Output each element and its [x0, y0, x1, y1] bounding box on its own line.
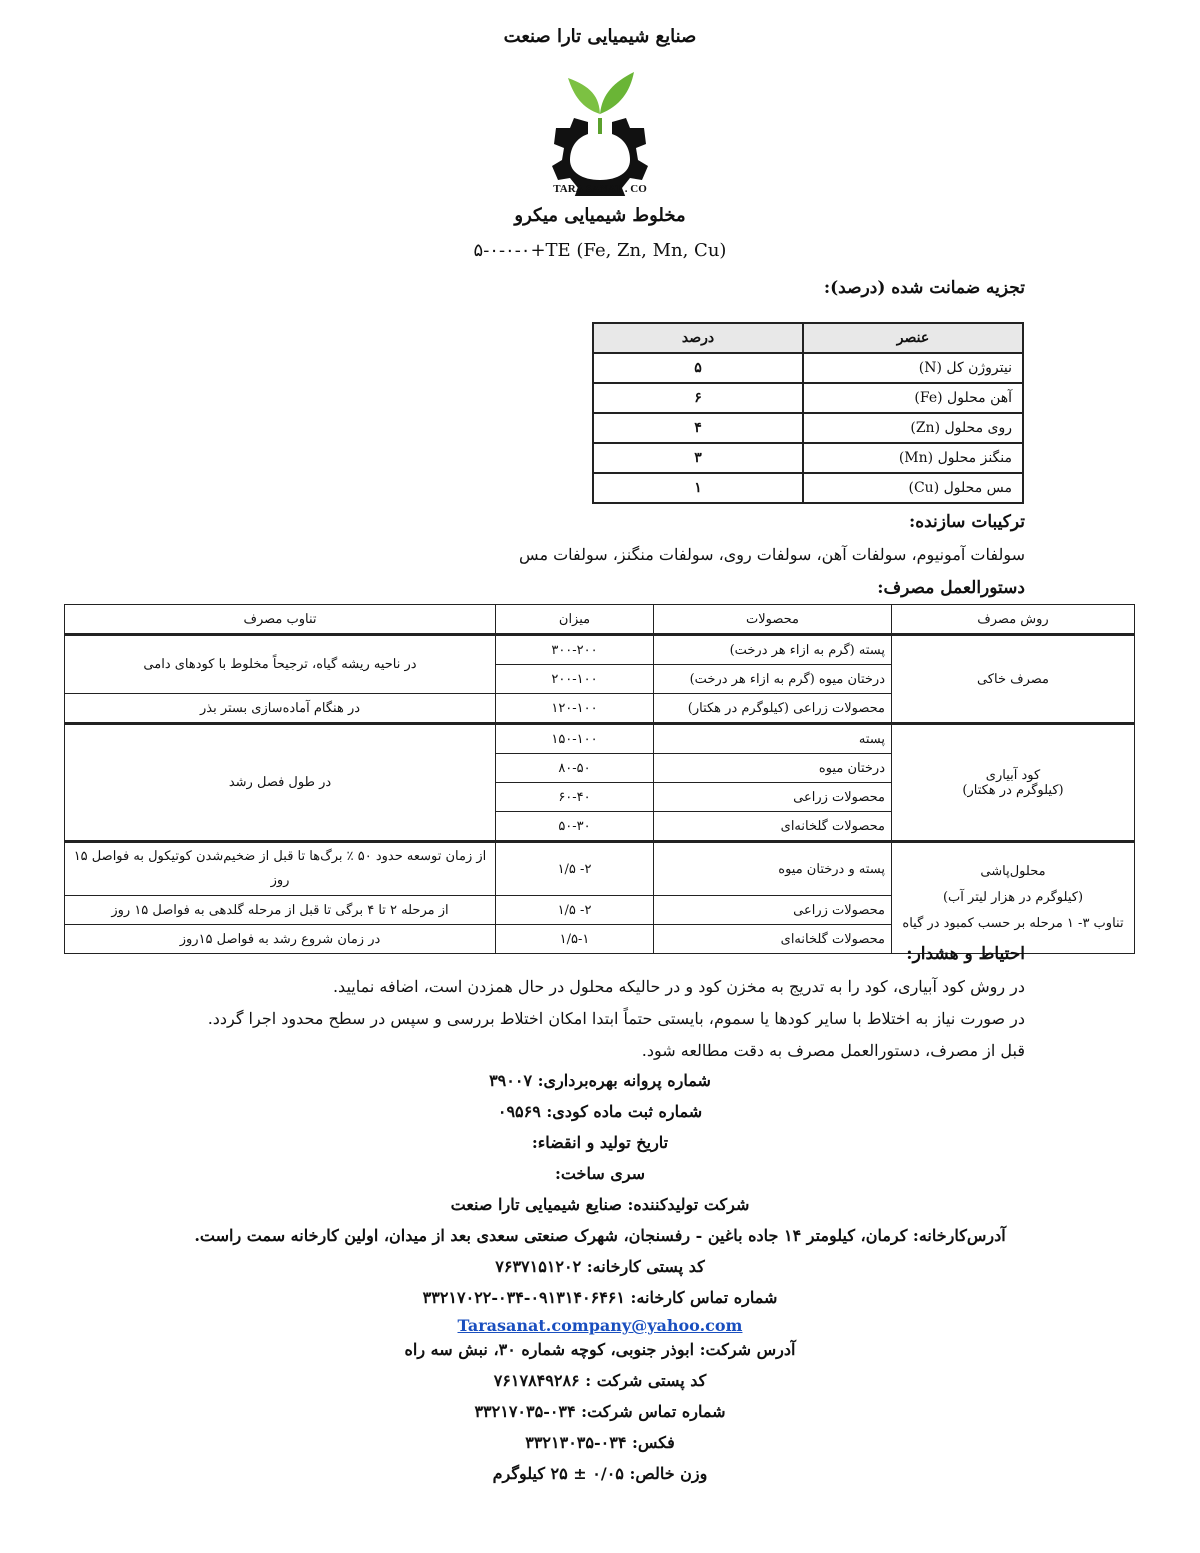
producer: شرکت تولیدکننده: صنایع شیمیایی تارا صنعت — [450, 1195, 750, 1214]
product-cell: درختان میوه (گرم به ازاء هر درخت) — [654, 665, 892, 694]
product-cell: محصولات زراعی (کیلوگرم در هکتار) — [654, 694, 892, 724]
frequency-cell: در ناحیه ریشه گیاه، ترجیحاً مخلوط با کودهای دامی — [65, 635, 496, 694]
company-postal-code: کد پستی شرکت : ۷۶۱۷۸۴۹۲۸۶ — [493, 1371, 707, 1390]
analysis-header-row — [593, 323, 1023, 353]
product-cell: محصولات گلخانه‌ای — [654, 925, 892, 954]
factory-phone: شماره تماس کارخانه: ۰۹۱۳۱۴۰۶۴۶۱-۰۳۴-۳۳۲۱۷۰۲۲ — [422, 1288, 778, 1307]
table-row — [65, 635, 1135, 665]
method-fertigation — [892, 724, 1135, 842]
analysis-heading: تجزیه ضمانت شده (درصد): — [823, 278, 1025, 298]
license-number: شماره پروانه بهره‌برداری: ۳۹۰۰۷ — [489, 1071, 711, 1090]
frequency-cell: از مرحله ۲ تا ۴ برگی تا قبل از مرحله گلدهی به فواصل ۱۵ روز — [65, 896, 496, 925]
frequency-cell: در هنگام آماده‌سازی بستر بذر — [65, 694, 496, 724]
amount-cell: ۸۰-۵۰ — [496, 754, 654, 783]
element-cell: نیتروژن کل (N) — [803, 353, 1023, 383]
usage-col-method: روش مصرف — [892, 605, 1135, 635]
company-address: آدرس شرکت: ابوذر جنوبی، کوچه شماره ۳۰، نبش سه راه — [404, 1340, 796, 1359]
factory-address: آدرس‌کارخانه: کرمان، کیلومتر ۱۴ جاده باغین - رفسنجان، شهرک صنعتی سعدی بعد از میدان، اولین کارخانه سمت راست. — [194, 1226, 1006, 1245]
frequency-cell: در زمان شروع رشد به فواصل ۱۵روز — [65, 925, 496, 954]
product-code: ۵-۰-۰-۰+TE (Fe, Zn, Mn, Cu) — [473, 240, 727, 261]
amount-cell: ۱۵۰-۱۰۰ — [496, 724, 654, 754]
product-cell: محصولات زراعی — [654, 896, 892, 925]
company-name: صنایع شیمیایی تارا صنعت — [503, 26, 697, 47]
element-cell: مس محلول (Cu) — [803, 473, 1023, 503]
logo-text: TARA SANAT . CO — [553, 183, 647, 195]
warning-line: در صورت نیاز به اختلاط با سایر کودها یا سموم، بایستی حتماً ابتدا امکان اختلاط بررسی و سپس در سطح محدود اجرا گردد. — [207, 1009, 1025, 1028]
warning-line: در روش کود آبیاری، کود را به تدریج به مخزن کود و در حالیکه محلول در حال همزدن است، اضافه نمایید. — [332, 977, 1025, 996]
percent-cell: ۱ — [593, 473, 803, 503]
method-foliar-name: محلول‌پاشی — [980, 864, 1046, 879]
percent-cell: ۵ — [593, 353, 803, 383]
amount-cell: ۱۲۰-۱۰۰ — [496, 694, 654, 724]
product-cell: پسته و درختان میوه — [654, 842, 892, 896]
table-row — [593, 443, 1023, 473]
frequency-cell: در طول فصل رشد — [65, 724, 496, 842]
analysis-col-element: عنصر — [803, 323, 1023, 353]
warnings-heading: احتیاط و هشدار: — [906, 944, 1025, 964]
amount-cell: ۲- ۱/۵ — [496, 896, 654, 925]
product-cell: درختان میوه — [654, 754, 892, 783]
method-foliar-unit: (کیلوگرم در هزار لیتر آب) — [942, 890, 1084, 905]
ingredients-heading: ترکیبات سازنده: — [908, 512, 1025, 532]
table-row — [65, 724, 1135, 754]
factory-postal-code: کد پستی کارخانه: ۷۶۳۷۱۵۱۲۰۲ — [495, 1257, 705, 1276]
usage-col-products: محصولات — [654, 605, 892, 635]
email-link[interactable]: Tarasanat.company@yahoo.com — [457, 1316, 743, 1335]
net-weight: وزن خالص: ۰/۰۵ ± ۲۵ کیلوگرم — [492, 1464, 708, 1483]
amount-cell: ۱/۵-۱ — [496, 925, 654, 954]
table-row — [593, 353, 1023, 383]
method-foliar-interval: تناوب ۳- ۱ مرحله بر حسب کمبود در گیاه — [902, 916, 1124, 931]
product-cell: محصولات زراعی — [654, 783, 892, 812]
method-fertigation-name: کود آبیاری — [985, 767, 1041, 783]
frequency-cell: از زمان توسعه حدود ۵۰ ٪ برگ‌ها تا قبل از ضخیم‌شدن کوتیکول به فواصل ۱۵ روز — [65, 842, 496, 896]
amount-cell: ۵۰-۳۰ — [496, 812, 654, 842]
table-row — [593, 413, 1023, 443]
ingredients-text: سولفات آمونیوم، سولفات آهن، سولفات روی، سولفات منگنز، سولفات مس — [519, 545, 1025, 564]
element-cell: آهن محلول (Fe) — [803, 383, 1023, 413]
usage-col-amount: میزان — [496, 605, 654, 635]
element-cell: روی محلول (Zn) — [803, 413, 1023, 443]
email-line — [0, 1316, 1200, 1335]
warning-line: قبل از مصرف، دستورالعمل مصرف به دقت مطالعه شود. — [641, 1041, 1025, 1060]
method-foliar — [892, 842, 1135, 954]
percent-cell: ۴ — [593, 413, 803, 443]
product-title: مخلوط شیمیایی میکرو — [514, 205, 686, 226]
table-row — [65, 842, 1135, 896]
company-logo — [530, 56, 670, 196]
method-soil: مصرف خاکی — [892, 635, 1135, 724]
product-cell: محصولات گلخانه‌ای — [654, 812, 892, 842]
registration-number: شماره ثبت ماده کودی: ۰۹۵۶۹ — [497, 1102, 703, 1121]
amount-cell: ۳۰۰-۲۰۰ — [496, 635, 654, 665]
product-cell: پسته — [654, 724, 892, 754]
batch-number: سری ساخت: — [554, 1164, 646, 1183]
product-cell: پسته (گرم به ازاء هر درخت) — [654, 635, 892, 665]
usage-header-row — [65, 605, 1135, 635]
percent-cell: ۳ — [593, 443, 803, 473]
analysis-col-percent: درصد — [593, 323, 803, 353]
production-date: تاریخ تولید و انقضاء: — [531, 1133, 669, 1152]
method-fertigation-unit: (کیلوگرم در هکتار) — [962, 782, 1064, 798]
element-cell: منگنز محلول (Mn) — [803, 443, 1023, 473]
fax-number: فکس: ۰۳۴-۳۳۲۱۳۰۳۵ — [525, 1433, 675, 1452]
amount-cell: ۲- ۱/۵ — [496, 842, 654, 896]
usage-table — [64, 604, 1135, 954]
analysis-table — [592, 322, 1024, 504]
usage-col-frequency: تناوب مصرف — [65, 605, 496, 635]
table-row — [593, 383, 1023, 413]
amount-cell: ۶۰-۴۰ — [496, 783, 654, 812]
table-row — [593, 473, 1023, 503]
amount-cell: ۲۰۰-۱۰۰ — [496, 665, 654, 694]
percent-cell: ۶ — [593, 383, 803, 413]
company-phone: شماره تماس شرکت: ۰۳۴-۳۳۲۱۷۰۳۵ — [474, 1402, 726, 1421]
usage-heading: دستورالعمل مصرف: — [877, 578, 1025, 598]
